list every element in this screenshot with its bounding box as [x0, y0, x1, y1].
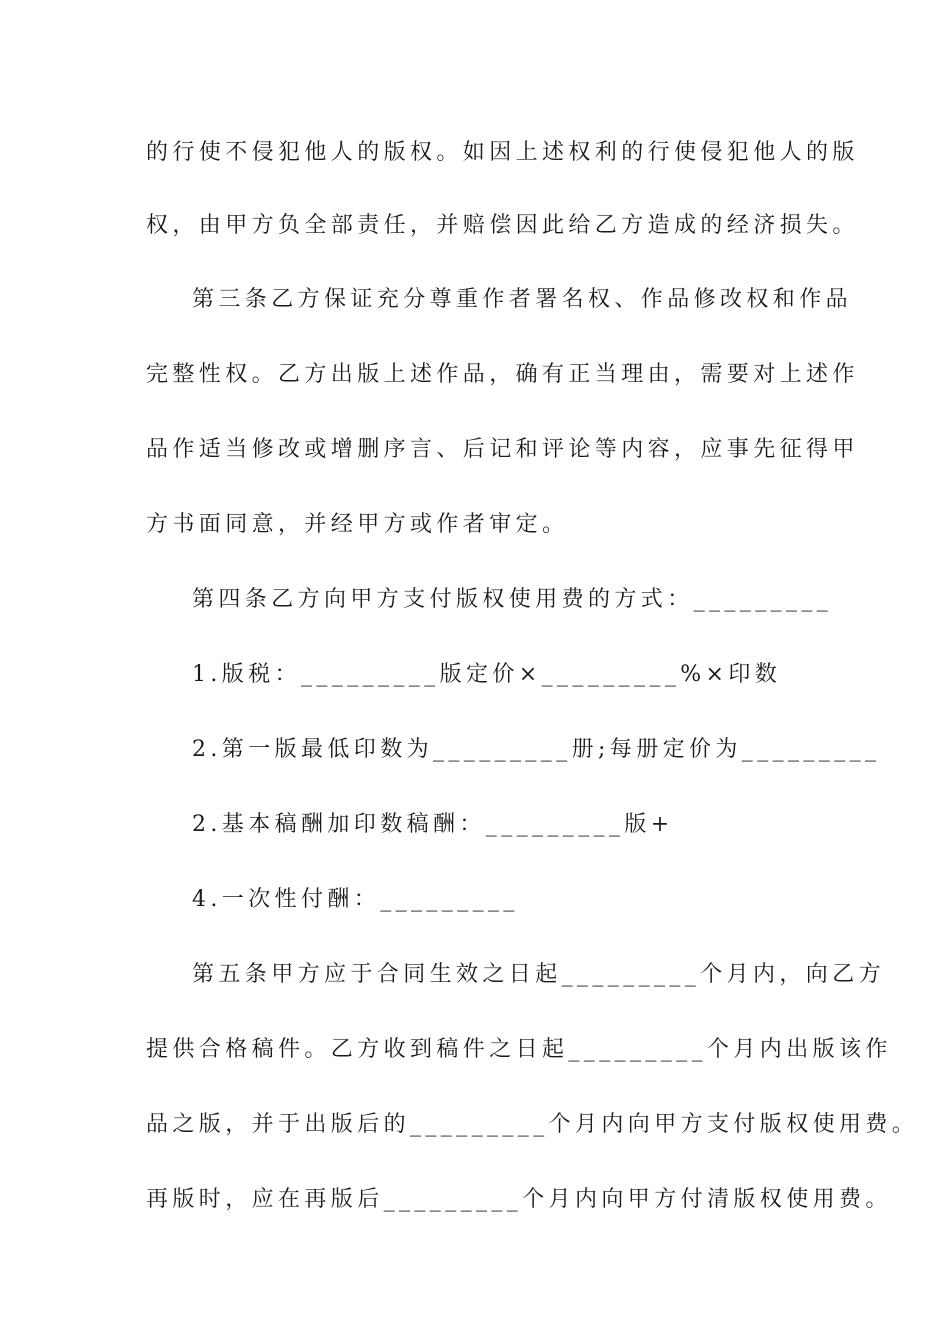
article-4-line: 第四条乙方向甲方支付版权使用费的方式：_________ [192, 587, 833, 612]
paragraph-line: 完整性权。乙方出版上述作品，确有正当理由，需要对上述作 [146, 362, 859, 387]
item-min-print: 2.第一版最低印数为_________册;每册定价为_________ [192, 737, 881, 762]
paragraph-line: 的行使不侵犯他人的版权。如因上述权利的行使侵犯他人的版 [146, 140, 859, 165]
item-royalty: 1.版税：_________版定价×_________%×印数 [192, 662, 782, 687]
item-basic-fee: 2.基本稿酬加印数稿酬：_________版+ [192, 812, 674, 837]
article-5-line: 第五条甲方应于合同生效之日起_________个月内，向乙方 [192, 962, 886, 987]
article-3-line: 第三条乙方保证充分尊重作者署名权、作品修改权和作品 [192, 287, 853, 312]
paragraph-line: 再版时，应在再版后_________个月内向甲方付清版权使用费。 [146, 1187, 892, 1212]
paragraph-line: 提供合格稿件。乙方收到稿件之日起_________个月内出版该作 [146, 1037, 892, 1062]
paragraph-line: 品作适当修改或增删序言、后记和评论等内容，应事先征得甲 [146, 437, 859, 462]
paragraph-line: 方书面同意，并经甲方或作者审定。 [146, 512, 569, 537]
paragraph-line: 权，由甲方负全部责任，并赔偿因此给乙方造成的经济损失。 [146, 213, 859, 238]
paragraph-line: 品之版，并于出版后的_________个月内向甲方支付版权使用费。 [146, 1112, 919, 1137]
item-one-time-fee: 4.一次性付酬：_________ [192, 887, 519, 912]
